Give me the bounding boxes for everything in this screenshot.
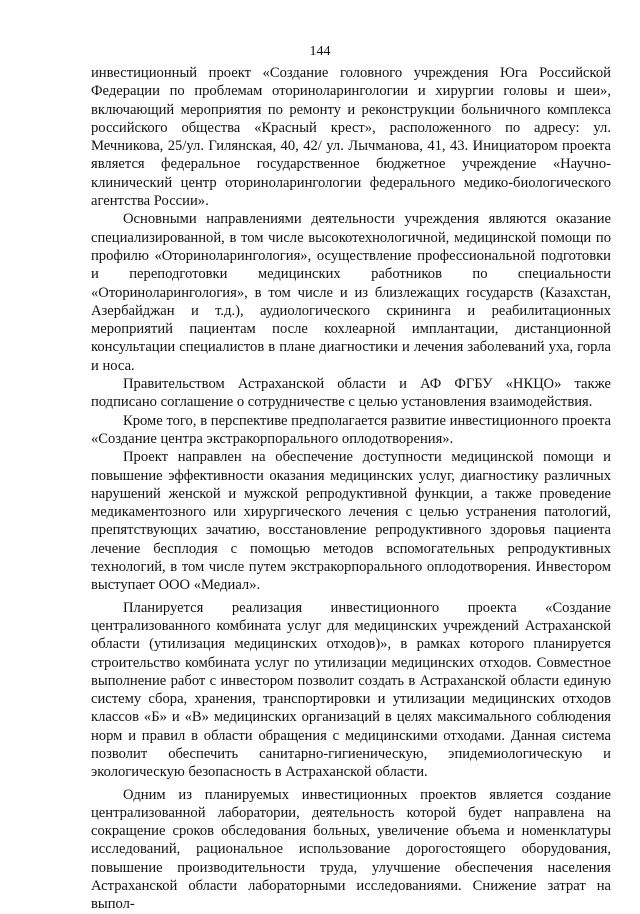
paragraph-ivf-project-goals: Проект направлен на обеспечение доступности медицинской помощи и повышение эффективности оказания медицинских услуг, диагностику различных нарушений женской и мужской репродуктивной функции, а также проведение медикаментозного или хирургического лечения с целью устранения патологий, препятствующих зачатию, восстановление репродуктивного здоровья пациента лечение бесплодия с помощью методов вспомогательных репродуктивных технологий, в том числе путем экстракорпорального оплодотворения. Инвестором выступает ООО «Медиал». bbox=[91, 449, 611, 594]
page-number: 144 bbox=[309, 44, 331, 59]
page-body bbox=[91, 64, 611, 914]
paragraph-project-ent-center: инвестиционный проект «Создание головного учреждения Юга Российской Федерации по проблемам оториноларингологии и хирургии головы и шеи», включающий мероприятия по ремонту и реконструкции больничного комплекса российского общества «Красный крест», расположенного по адресу: ул. Мечникова, 25/ул. Гилянская, 40, 42/ ул. Лычманова, 41, 43. Инициатором проекта является федеральное государственное бюджетное учреждение «Научно-клинический центр оториноларингологии федерального медико-биологического агентства России». bbox=[91, 65, 611, 210]
paragraph-medical-waste-project: Планируется реализация инвестиционного проекта «Создание централизованного комбината услуг для медицинских учреждений Астраханской области (утилизация медицинских отходов)», в рамках которого планируется строительство комбината услуг по утилизации медицинских отходов. Совместное выполнение работ с инвестором позволит создать в Астраханской области единую систему сбора, хранения, транспортировки и утилизации медицинских отходов классов «Б» и «В» медицинских организаций в целях максимального соблюдения норм и правил в области обращения с медицинскими отходами. Данная система позволит обеспечить санитарно-гигиеническую, эпидемиологическую и экологическую безопасность в Астраханской области. bbox=[91, 599, 611, 781]
paragraph-ivf-center-prospect: Кроме того, в перспективе предполагается развитие инвестиционного проекта «Создание центра экстракорпорального оплодотворения». bbox=[91, 412, 611, 447]
paragraph-cooperation-agreement: Правительством Астраханской области и АФ ФГБУ «НКЦО» также подписано соглашение о сотрудничестве с целью установления взаимодействия. bbox=[91, 376, 611, 411]
paragraph-central-laboratory: Одним из планируемых инвестиционных проектов является создание централизованной лаборатории, деятельность которой будет направлена на сокращение сроков обследования больных, увеличение объема и номенклатуры исследований, рациональное использование дорогостоящего оборудования, повышение производительности труда, улучшение обеспечения населения Астраханской области лабораторными исследованиями. Снижение затрат на выпол- bbox=[91, 786, 611, 913]
paragraph-main-directions: Основными направлениями деятельности учреждения являются оказание специализированной, в том числе высокотехнологичной, медицинской помощи по профилю «Оториноларингология», осуществление профессиональной подготовки и переподготовки медицинских работников по специальности «Оториноларингология», в том числе и из близлежащих государств (Казахстан, Азербайджан и т.д.), аудиологического скрининга и реабилитационных мероприятий пациентам после кохлеарной имплантации, дистанционной консультации специалистов в плане диагностики и лечения заболеваний уха, горла и носа. bbox=[91, 211, 611, 374]
